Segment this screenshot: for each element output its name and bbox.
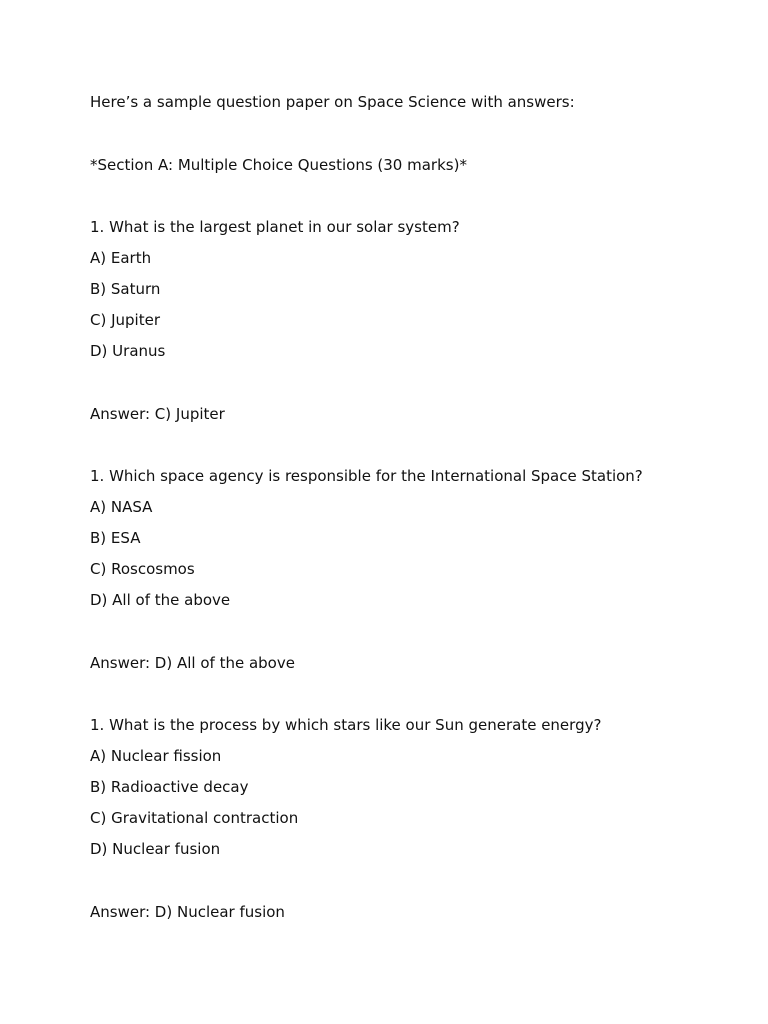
intro-text: Here’s a sample question paper on Space Science with answers: (90, 93, 575, 111)
option-text: D) Uranus (90, 342, 166, 360)
option-text: D) All of the above (90, 591, 231, 609)
option-text: B) Saturn (90, 280, 161, 298)
option-text: C) Roscosmos (90, 560, 195, 578)
option-text: A) Nuclear fission (90, 747, 222, 765)
question-text: 1. Which space agency is responsible for the International Space Station? (90, 467, 643, 485)
question-text: 1. What is the largest planet in our solar system? (90, 218, 460, 236)
option-text: C) Gravitational contraction (90, 809, 299, 827)
section-heading: *Section A: Multiple Choice Questions (30 marks)* (90, 156, 467, 174)
question-text: 1. What is the process by which stars like our Sun generate energy? (90, 716, 602, 734)
option-text: D) Nuclear fusion (90, 840, 221, 858)
option-text: A) NASA (90, 498, 153, 516)
option-text: C) Jupiter (90, 311, 160, 329)
option-text: A) Earth (90, 249, 152, 267)
answer-text: Answer: D) All of the above (90, 654, 295, 672)
option-text: B) Radioactive decay (90, 778, 249, 796)
answer-text: Answer: D) Nuclear fusion (90, 903, 285, 921)
answer-text: Answer: C) Jupiter (90, 405, 225, 423)
option-text: B) ESA (90, 529, 141, 547)
